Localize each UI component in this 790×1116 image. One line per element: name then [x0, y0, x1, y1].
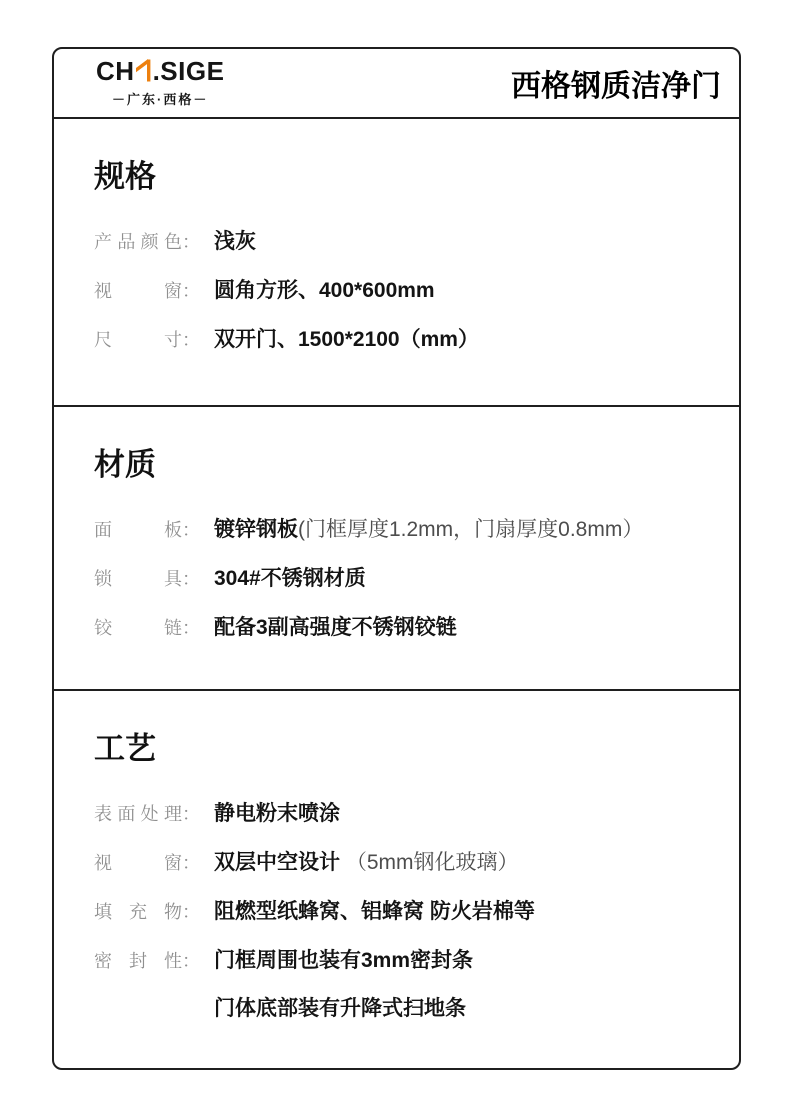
spec-row-product-color: [94, 227, 721, 257]
section-heading: 规格: [94, 159, 156, 194]
section-specifications: [54, 119, 739, 407]
spec-label: 表面处理: [94, 804, 182, 824]
spec-value-line2: 门体底部装有升降式扫地条: [214, 997, 466, 1020]
brand-logo-wordmark: [96, 58, 224, 86]
spec-label: 面板: [94, 520, 182, 540]
section-heading: 材质: [94, 447, 156, 482]
spec-colon: ：: [182, 804, 200, 824]
spec-label: 填充物: [94, 902, 182, 922]
spec-colon: ：: [182, 330, 200, 350]
spec-row-hinge: [94, 613, 721, 643]
spec-row-viewing-window: [94, 848, 721, 878]
spec-value: 浅灰: [214, 230, 256, 253]
spec-value: 镀锌钢板: [214, 518, 298, 541]
spec-row-filling: [94, 897, 721, 927]
spec-value: 圆角方形、400*600mm: [214, 279, 435, 302]
brand-logo: [96, 58, 224, 108]
section-craftsmanship: [54, 691, 739, 1068]
spec-value-note: （5mm钢化玻璃）: [345, 851, 519, 874]
spec-value: 配备3副高强度不锈钢铰链: [214, 616, 457, 639]
logo-text-right: .SIGE: [152, 56, 225, 86]
section-materials: [54, 407, 739, 691]
spec-colon: ：: [182, 902, 200, 922]
spec-colon: ：: [182, 281, 200, 301]
brand-logo-subtitle: －广东·西格－: [112, 92, 209, 107]
spec-label: 密封性: [94, 951, 182, 971]
spec-label: 视窗: [94, 853, 182, 873]
spec-colon: ：: [182, 569, 200, 589]
spec-sheet-card: [52, 47, 741, 1070]
spec-label: 视窗: [94, 281, 182, 301]
logo-text-left: CH: [96, 56, 135, 86]
spec-row-panel: [94, 515, 721, 545]
spec-colon: ：: [182, 853, 200, 873]
spec-value: 双开门、1500*2100（mm）: [214, 328, 479, 351]
page-title: 西格钢质洁净门: [511, 70, 721, 103]
spec-row-sealing: [94, 946, 721, 1024]
header: [54, 49, 739, 119]
spec-row-viewing-window: [94, 276, 721, 306]
spec-colon: ：: [182, 232, 200, 252]
spec-value: 304#不锈钢材质: [214, 567, 366, 590]
spec-value: 门框周围也装有3mm密封条: [214, 949, 474, 972]
open-door-icon: [136, 59, 152, 86]
spec-row-lock: [94, 564, 721, 594]
spec-value-note: (门框厚度1.2mm，门扇厚度0.8mm）: [298, 518, 644, 541]
spec-colon: ：: [182, 951, 200, 971]
spec-label: 铰链: [94, 618, 182, 638]
spec-value: 静电粉末喷涂: [214, 802, 340, 825]
spec-label: 产品颜色: [94, 232, 182, 252]
spec-colon: ：: [182, 618, 200, 638]
spec-row-dimensions: [94, 325, 721, 355]
spec-colon: ：: [182, 520, 200, 540]
spec-label: 锁具: [94, 569, 182, 589]
spec-row-surface-treatment: [94, 799, 721, 829]
spec-value: 阻燃型纸蜂窝、铝蜂窝 防火岩棉等: [214, 900, 535, 923]
spec-label: 尺寸: [94, 330, 182, 350]
section-heading: 工艺: [94, 731, 156, 766]
spec-value: 双层中空设计: [214, 851, 340, 874]
